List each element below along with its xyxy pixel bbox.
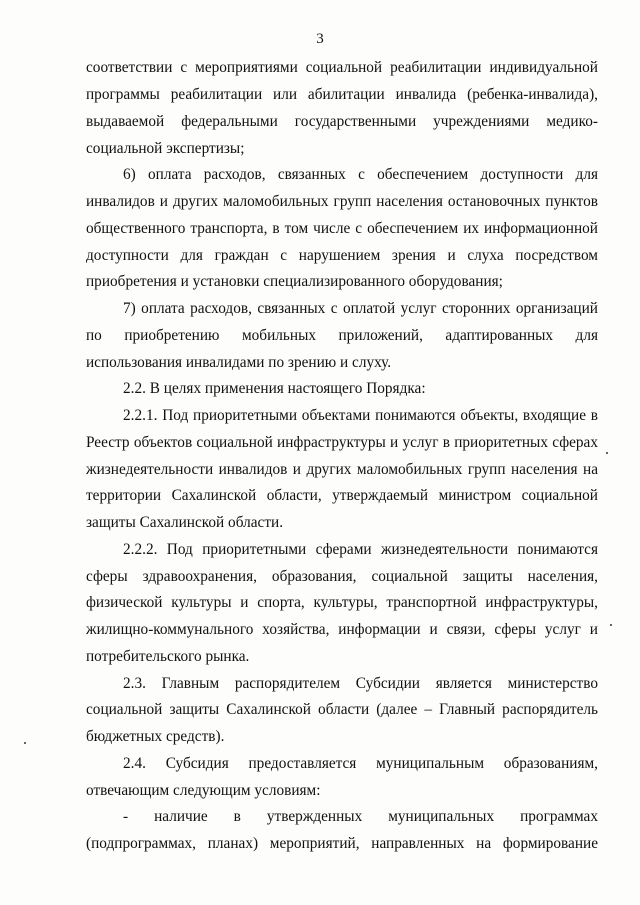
text-line: 2.2. В целях применения настоящего Порядка: xyxy=(123,380,426,397)
text-line: жизнедеятельности инвалидов и других маломобильных групп населения на xyxy=(86,461,598,478)
scan-speck xyxy=(24,742,26,744)
text-line: - наличие в утвержденных муниципальных программах xyxy=(123,808,598,825)
scan-speck xyxy=(610,624,612,626)
text-line: соответствии с мероприятиями социальной реабилитации индивидуальной xyxy=(86,59,598,76)
text-line: жилищно-коммунального хозяйства, информации и связи, сферы услуг и xyxy=(86,621,598,638)
text-line: использования инвалидами по зрению и слуху. xyxy=(86,354,392,371)
text-line: социальной защиты Сахалинской области (далее – Главный распорядитель xyxy=(86,701,598,718)
text-line: 7) оплата расходов, связанных с оплатой услуг сторонних организаций xyxy=(123,300,598,317)
text-line: 2.4. Субсидия предоставляется муниципальным образованиям, xyxy=(123,755,598,772)
text-line: сферы здравоохранения, образования, социальной защиты населения, xyxy=(86,568,598,585)
text-line: отвечающим следующим условиям: xyxy=(86,782,321,799)
text-line: 2.3. Главным распорядителем Субсидии является министерство xyxy=(123,675,598,692)
text-line: приобретения и установки специализированного оборудования; xyxy=(86,273,503,290)
text-line: потребительского рынка. xyxy=(86,648,250,665)
text-line: инвалидов и других маломобильных групп населения остановочных пунктов xyxy=(86,193,598,210)
text-line: 6) оплата расходов, связанных с обеспечением доступности для xyxy=(123,166,598,183)
text-line: защиты Сахалинской области. xyxy=(86,514,284,531)
text-line: физической культуры и спорта, культуры, транспортной инфраструктуры, xyxy=(86,594,598,611)
text-line: социальной экспертизы; xyxy=(86,140,245,157)
text-line: общественного транспорта, в том числе с обеспечением их информационной xyxy=(86,220,598,237)
text-line: Реестр объектов социальной инфраструктуры и услуг в приоритетных сферах xyxy=(86,434,598,451)
text-line: (подпрограммах, планах) мероприятий, направленных на формирование xyxy=(86,835,598,852)
text-line: программы реабилитации или абилитации инвалида (ребенка-инвалида), xyxy=(86,86,598,103)
text-line: по приобретению мобильных приложений, адаптированных для xyxy=(86,327,598,344)
text-line: территории Сахалинской области, утверждаемый министром социальной xyxy=(86,487,598,504)
scan-speck xyxy=(606,452,608,454)
text-line: бюджетных средств). xyxy=(86,728,225,745)
text-line: 2.2.2. Под приоритетными сферами жизнедеятельности понимаются xyxy=(123,541,598,558)
text-line: выдаваемой федеральными государственными учреждениями медико- xyxy=(86,113,598,130)
page-number: 3 xyxy=(316,31,324,47)
text-line: 2.2.1. Под приоритетными объектами понимаются объекты, входящие в xyxy=(123,407,598,424)
text-line: доступности для граждан с нарушением зрения и слуха посредством xyxy=(86,247,598,264)
